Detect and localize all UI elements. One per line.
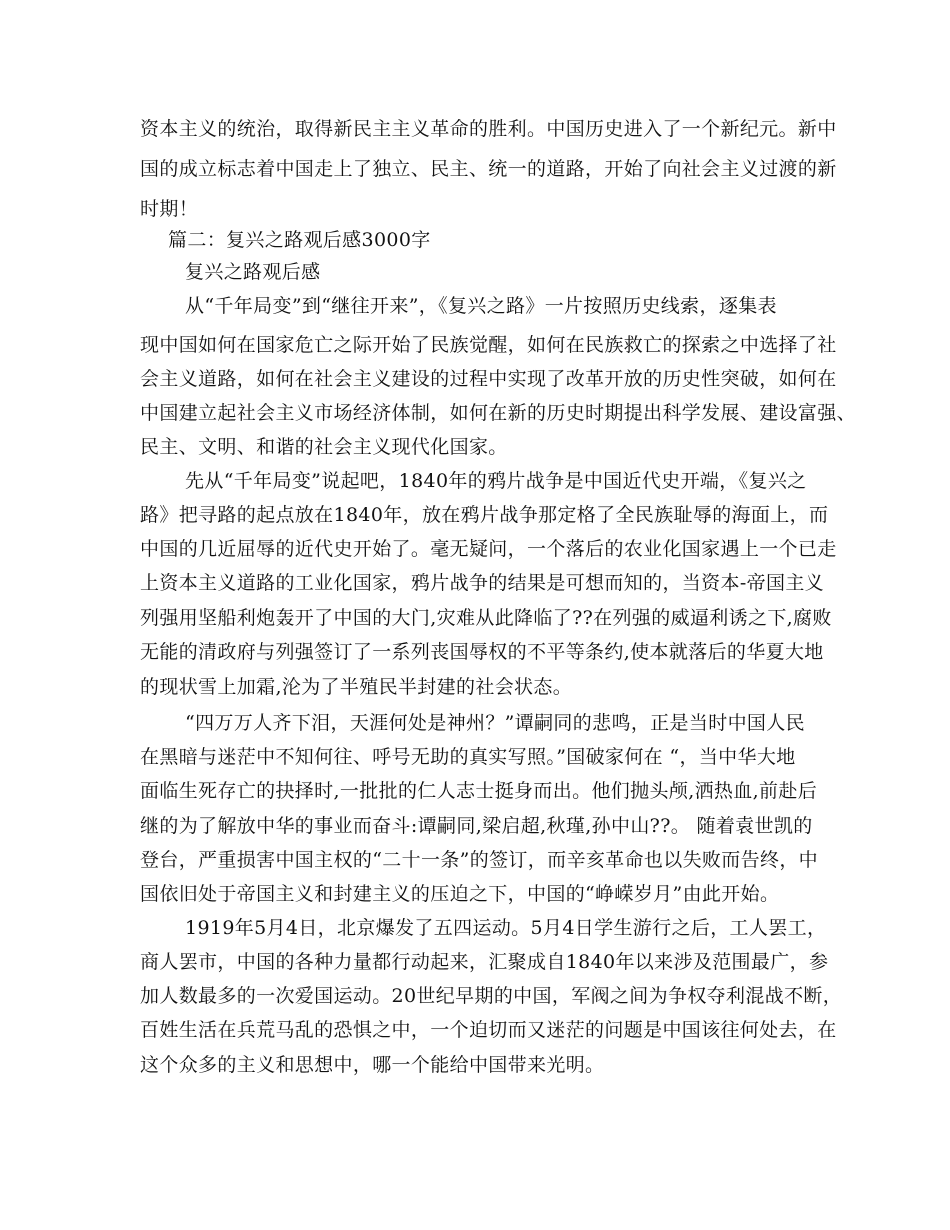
section-heading: 篇二：复兴之路观后感3000字: [168, 229, 431, 251]
text-line: 无能的清政府与列强签订了一系列丧国辱权的不平等条约,使本就落后的华夏大地: [140, 641, 824, 663]
text-line: 会主义道路，如何在社会主义建设的过程中实现了改革开放的历史性突破，如何在: [140, 368, 837, 390]
text-line: 这个众多的主义和思想中，哪一个能给中国带来光明。: [140, 1054, 605, 1076]
text-line: 加人数最多的一次爱国运动。20世纪早期的中国，军阀之间为争权夺利混战不断，: [140, 985, 843, 1007]
text-line: 上资本主义道路的工业化国家，鸦片战争的结果是可想而知的，当资本-帝国主义: [140, 572, 825, 594]
text-line: 面临生死存亡的抉择时,一批批的仁人志士挺身而出。他们抛头颅,洒热血,前赴后: [140, 780, 818, 802]
text-line: 中国的几近屈辱的近代史开始了。毫无疑问，一个落后的农业化国家遇上一个已走: [140, 538, 837, 560]
text-line: 国依旧处于帝国主义和封建主义的压迫之下，中国的“峥嵘岁月”由此开始。: [140, 883, 780, 905]
text-line: 继的为了解放中华的事业而奋斗:谭嗣同,梁启超,秋瑾,孙中山??。 随着袁世凯的: [140, 815, 813, 837]
text-line: 从“千年局变”到“继往开来”，《复兴之路》一片按照历史线索，逐集表: [185, 295, 777, 317]
text-line: 国的成立标志着中国走上了独立、民主、统一的道路，开始了向社会主义过渡的新: [140, 158, 837, 180]
text-line: 现中国如何在国家危亡之际开始了民族觉醒，如何在民族救亡的探索之中选择了社: [140, 334, 837, 356]
article-title: 复兴之路观后感: [185, 261, 321, 283]
text-line: 时期！: [140, 198, 199, 220]
text-line: 登台，严重损害中国主权的“二十一条”的签订，而辛亥革命也以失败而告终，中: [140, 849, 819, 871]
text-line: 民主、文明、和谐的社会主义现代化国家。: [140, 436, 508, 458]
text-line: “四万万人齐下泪，天涯何处是神州？”谭嗣同的悲鸣，正是当时中国人民: [185, 712, 805, 734]
text-line: 的现状雪上加霜,沦为了半殖民半封建的社会状态。: [140, 676, 573, 698]
text-line: 列强用坚船利炮轰开了中国的大门,灾难从此降临了??在列强的威逼利诱之下,腐败: [140, 607, 832, 629]
text-line: 资本主义的统治，取得新民主主义革命的胜利。中国历史进入了一个新纪元。新中: [140, 118, 837, 140]
text-line: 先从“千年局变”说起吧，1840年的鸦片战争是中国近代史开端，《复兴之: [185, 470, 807, 492]
text-line: 商人罢市，中国的各种力量都行动起来，汇聚成自1840年以来涉及范围最广，参: [140, 951, 829, 973]
text-line: 1919年5月4日，北京爆发了五四运动。5月4日学生游行之后，工人罢工，: [185, 917, 827, 939]
text-line: 中国建立起社会主义市场经济体制，如何在新的历史时期提出科学发展、建设富强、: [140, 402, 856, 424]
text-line: 百姓生活在兵荒马乱的恐惧之中，一个迫切而又迷茫的问题是中国该往何处去，在: [140, 1019, 837, 1041]
text-line: 路》把寻路的起点放在1840年，放在鸦片战争那定格了全民族耻辱的海面上，而: [140, 504, 829, 526]
text-line: 在黑暗与迷茫中不知何往、呼号无助的真实写照。”国破家何在 “，当中华大地: [140, 746, 796, 768]
